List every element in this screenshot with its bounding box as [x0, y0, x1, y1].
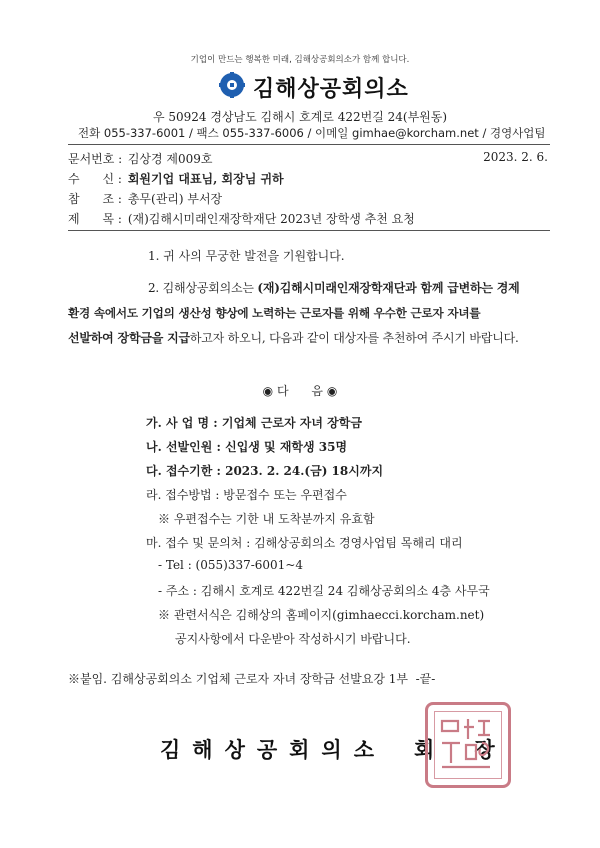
contact-info: 전화 055-337-6001 / 팩스 055-337-6006 / 이메일 gimhae@korcham.net / 경영사업팀 [78, 126, 546, 140]
header-top-rule [68, 144, 550, 145]
notice-note-mail: ※ 우편접수는 기한 내 도착분까지 유효함 [158, 512, 375, 526]
contact-address: - 주소 : 김해시 호계로 422번길 24 김해상공회의소 4층 사무국 [158, 584, 490, 598]
doc-date: 2023. 2. 6. [483, 150, 548, 164]
header-bottom-rule [68, 230, 550, 231]
notice-item-deadline: 다. 접수기한 : 2023. 2. 24.(금) 18시까지 [146, 464, 384, 478]
chamber-logo-icon [219, 72, 245, 98]
address: 우 50924 경상남도 김해시 호계로 422번길 24(부원동) [152, 110, 448, 124]
reference: 총무(관리) 부서장 [127, 192, 223, 206]
reference-row [68, 190, 222, 207]
notice-item-method: 라. 접수방법 : 방문접수 또는 우편접수 [146, 488, 347, 502]
body-paragraph-2 [68, 276, 550, 351]
notice-note-forms-cont: 공지사항에서 다운받아 작성하시기 바랍니다. [175, 632, 411, 646]
signature-title-1: 회 [414, 738, 447, 762]
letterhead-slogan: 기업이 만드는 행복한 미래, 김해상공회의소가 함께 합니다. [190, 55, 410, 65]
p2-foundation: (재)김해시미래인재장학재단과 함께 급변하는 경제 [257, 281, 520, 295]
p2-line3: 하고자 하오니, 다음과 같이 대상자를 추천하여 주시기 바랍니다. [189, 331, 519, 345]
notice-item-count: 나. 선발인원 : 신입생 및 재학생 35명 [146, 440, 348, 454]
signature-title-2: 장 [474, 738, 507, 762]
subject-label: 제 목 : [68, 212, 122, 226]
subject: (재)김해시미래인재장학재단 2023년 장학생 추천 요청 [127, 212, 415, 226]
p2-line3-bold: 선발하여 장학금을 지급 [68, 331, 190, 345]
reference-label: 참 조 : [68, 192, 122, 206]
recipient-row [68, 170, 284, 187]
attachment-note: ※붙임. 김해상공회의소 기업체 근로자 자녀 장학금 선발요강 1부 -끝- [68, 672, 436, 686]
p2-line2: 환경 속에서도 기업의 생산성 향상에 노력하는 근로자를 위해 우수한 근로자 자녀를 [68, 306, 481, 320]
signature-org: 김해상공회의소 [160, 738, 387, 762]
recipient: 회원기업 대표님, 회장님 귀하 [127, 172, 284, 186]
org-name: 김해상공회의소 [253, 77, 409, 102]
notice-note-forms: ※ 관련서식은 김해상의 홈페이지(gimhaecci.korcham.net) [158, 608, 485, 622]
official-seal-stamp [425, 702, 511, 788]
recipient-label: 수 신 : [68, 172, 122, 186]
contact-tel: - Tel : (055)337-6001~4 [158, 558, 304, 572]
seal-pattern [428, 705, 502, 779]
notice-item-program: 가. 사 업 명 : 기업체 근로자 자녀 장학금 [146, 416, 362, 430]
body-paragraph-1: 1. 귀 사의 무궁한 발전을 기원합니다. [148, 249, 345, 263]
doc-number-row [68, 150, 213, 167]
doc-number: 김상경 제009호 [127, 152, 213, 166]
notice-heading: ◉ 다 음 ◉ [262, 384, 338, 398]
p2-intro: 2. 김해상공회의소는 [148, 281, 258, 295]
doc-number-label: 문서번호 : [68, 152, 123, 166]
subject-row [68, 210, 415, 227]
notice-item-contact: 마. 접수 및 문의처 : 김해상공회의소 경영사업팀 목해리 대리 [146, 536, 463, 550]
